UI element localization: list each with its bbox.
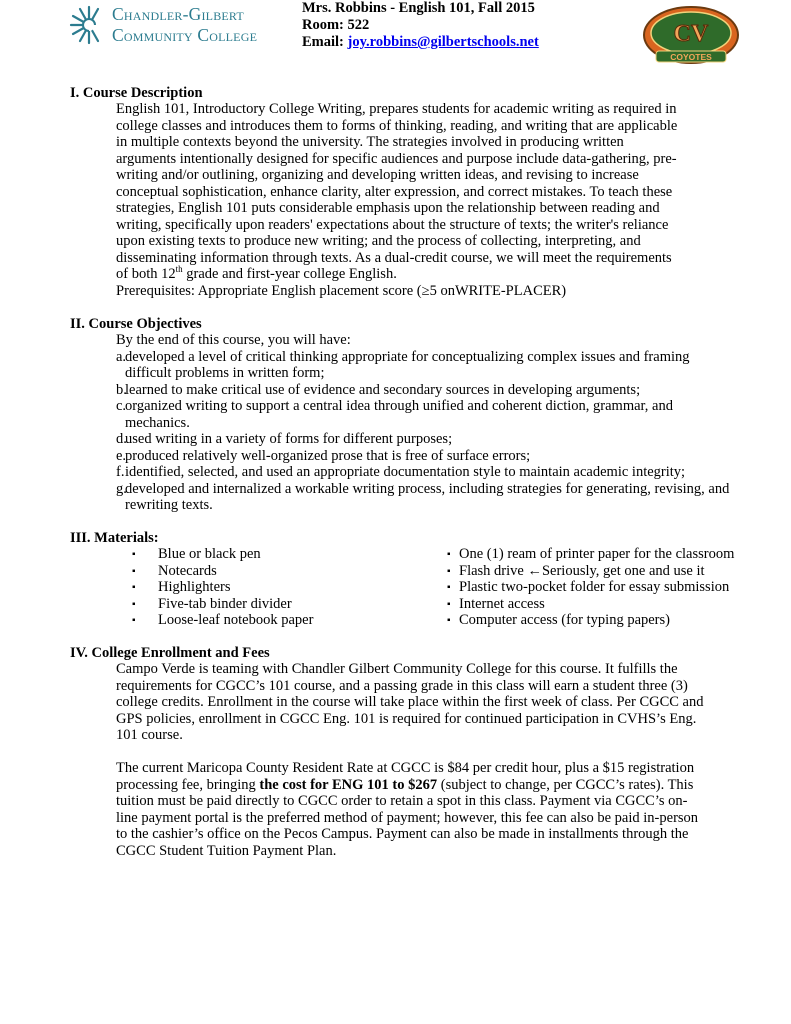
description-body — [116, 101, 686, 283]
objective-item — [116, 382, 736, 399]
material-text: Blue or black pen — [158, 546, 261, 562]
objective-letter: c. — [116, 398, 127, 414]
objective-letter: f. — [116, 464, 125, 480]
enrollment-section — [116, 661, 704, 859]
material-item — [447, 579, 734, 596]
material-item — [132, 563, 313, 580]
bullet-icon: ▪ — [447, 565, 451, 577]
bullet-icon: ▪ — [132, 598, 136, 610]
fees-text-end: (subject to change, per CGCC’s rates). This tuition must be paid directly to CGCC order to retain a spot in this class. Payment via CGCC’s on-line payment portal is the preferred method of payment; however, this fee can also be paid in-person to the cashier’s office on the Pecos Campus. Payment can also be made in installments through the CGCC Student Tuition Payment Plan. — [116, 776, 699, 859]
section-heading-materials: III. Materials: — [70, 530, 159, 546]
cv-letters: CV — [673, 21, 709, 47]
objective-item — [116, 448, 736, 465]
material-text: Highlighters — [158, 579, 231, 595]
cgcc-wordmark-line2: Community College — [112, 25, 258, 45]
material-item — [447, 612, 734, 629]
objective-item — [116, 481, 736, 514]
materials-list-right — [447, 546, 734, 629]
bullet-icon: ▪ — [447, 615, 451, 626]
objective-text: developed a level of critical thinking appropriate for conceptualizing complex issues and framing difficult problems in written form; — [125, 348, 690, 381]
objective-text: identified, selected, and used an appropriate documentation style to maintain academic integrity; — [125, 464, 686, 480]
material-text: Flash drive ←Seriously, get one and use it — [459, 562, 705, 579]
objective-letter: g. — [116, 480, 127, 497]
material-text: Internet access — [459, 595, 545, 612]
objective-item — [116, 431, 736, 448]
objectives-list — [116, 332, 736, 514]
objective-text: produced relatively well-organized prose that is free of surface errors; — [125, 447, 531, 464]
objective-letter: e. — [116, 447, 127, 464]
material-text: Computer access (for typing papers) — [459, 612, 670, 628]
section-heading-objectives: II. Course Objectives — [70, 316, 202, 332]
cv-mascot-text: COYOTES — [670, 52, 712, 62]
objective-text: learned to make critical use of evidence and secondary sources in developing arguments; — [125, 381, 641, 398]
course-description — [116, 101, 686, 299]
cgcc-wordmark-line1: Chandler-Gilbert — [112, 4, 244, 24]
description-superscript: th — [175, 264, 183, 275]
material-item — [132, 596, 313, 613]
material-text: Plastic two-pocket folder for essay submission — [459, 579, 730, 595]
material-text: Notecards — [158, 562, 217, 579]
bullet-icon: ▪ — [447, 582, 451, 593]
bullet-icon: ▪ — [132, 565, 136, 577]
material-item — [132, 579, 313, 596]
cgcc-wordmark — [112, 4, 257, 46]
material-item — [132, 546, 313, 563]
objective-item — [116, 464, 736, 481]
description-text: English 101, Introductory College Writing, prepares students for academic writing as required in college classes and introduces them to forms of thinking, reading, and writing that are applicable in multiple contexts beyond the university. The strategies involved in producing written arguments intentionally designed for specific audiences and purpose include data-gathering, pre-writing and/or outlining, organizing and developing written ideas, and revising to increase conceptual sophistication, enhance clarity, alter expression, and correct mistakes. To teach these strategies, English 101 puts considerable emphasis upon the relationship between reading and writing, specifically upon readers' expectations about the structure of texts; the writer's reliance upon existing texts to produce new writing; and the process of collecting, interpreting, and disseminating information through texts. As a dual-credit course, we will meet the requirements of both 12 — [116, 101, 678, 282]
email-label: Email: — [302, 34, 348, 50]
cgcc-logo — [68, 4, 268, 46]
cgcc-sunburst-icon — [68, 4, 110, 46]
fees-cost-highlight: the cost for ENG 101 to $267 — [259, 776, 438, 793]
bullet-icon: ▪ — [447, 598, 451, 610]
enrollment-paragraph: Campo Verde is teaming with Chandler Gilbert Community College for this course. It fulfills the requirements for CGCC’s 101 course, and a passing grade in this class will earn a student three (3) college credits. Enrollment in the course will take place within the first week of class. Per CGCC and GPS policies, enrollment in CGCC Eng. 101 is required for continued participation in CVHS’s Eng. 101 course. — [116, 661, 704, 743]
objective-text: organized writing to support a central idea through unified and coherent diction, grammar, and mechanics. — [125, 398, 673, 431]
description-text-end: grade and first-year college English. — [182, 266, 397, 282]
fees-text: The current Maricopa County Resident Rate at CGCC is $84 per credit hour, plus a $15 registration processing fee, bringing — [116, 760, 695, 793]
course-header — [302, 0, 539, 51]
bullet-icon: ▪ — [132, 615, 136, 626]
material-item — [447, 563, 734, 580]
objective-text: developed and internalized a workable writing process, including strategies for generating, revising, and rewriting texts. — [125, 480, 730, 513]
objective-item — [116, 398, 736, 431]
material-item — [447, 546, 734, 563]
section-heading-description: I. Course Description — [70, 85, 203, 101]
fees-paragraph — [116, 760, 704, 859]
material-text: Loose-leaf notebook paper — [158, 612, 314, 628]
bullet-icon: ▪ — [132, 549, 136, 560]
email-link[interactable]: joy.robbins@gilbertschools.net — [347, 34, 539, 50]
objective-letter: d. — [116, 431, 127, 447]
teacher-course-line: Mrs. Robbins - English 101, Fall 2015 — [302, 0, 535, 16]
materials-list-left — [132, 546, 313, 629]
objective-item — [116, 349, 736, 382]
cv-coyotes-logo — [642, 5, 740, 65]
room-line: Room: 522 — [302, 17, 370, 33]
prerequisites: Prerequisites: Appropriate English placement score (≥5 onWRITE-PLACER) — [116, 282, 567, 299]
material-item — [447, 596, 734, 613]
section-heading-enrollment: IV. College Enrollment and Fees — [70, 645, 270, 661]
bullet-icon: ▪ — [447, 549, 451, 560]
objective-text: used writing in a variety of forms for different purposes; — [125, 431, 453, 447]
material-text: Five-tab binder divider — [158, 595, 292, 612]
material-item — [132, 612, 313, 629]
material-text: One (1) ream of printer paper for the classroom — [459, 546, 735, 562]
objective-letter: a. — [116, 348, 127, 365]
email-line — [302, 34, 539, 51]
objectives-intro: By the end of this course, you will have: — [116, 332, 351, 348]
bullet-icon: ▪ — [132, 582, 136, 593]
objective-letter: b. — [116, 381, 127, 398]
